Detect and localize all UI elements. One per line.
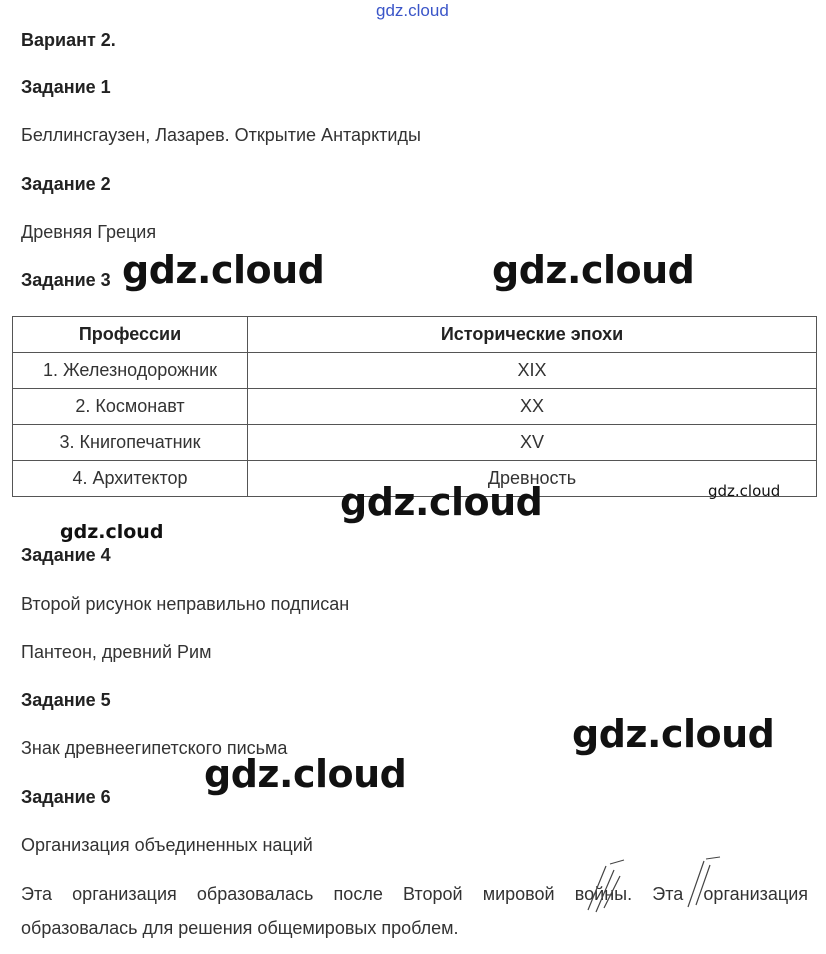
task1-answer: Беллинсгаузен, Лазарев. Открытие Антарктиды (21, 125, 421, 145)
watermark-top: gdz.cloud (376, 1, 449, 20)
table-row (13, 389, 817, 425)
task5-answer: Знак древнеегипетского письма (21, 738, 288, 758)
table-cell-profession: 2. Космонавт (13, 389, 248, 425)
task4-title: Задание 4 (21, 545, 111, 565)
task6-title: Задание 6 (21, 787, 111, 807)
table-cell-epoch: XIX (248, 353, 817, 389)
task2-answer: Древняя Греция (21, 222, 157, 242)
watermark: gdz.cloud (204, 752, 407, 796)
watermark: gdz.cloud (340, 480, 543, 524)
table-row (13, 425, 817, 461)
table-cell-profession: 3. Книгопечатник (13, 425, 248, 461)
task6-answer: Организация объединенных наций (21, 835, 313, 855)
table-cell-epoch: XX (248, 389, 817, 425)
watermark: gdz.cloud (492, 248, 695, 292)
table-cell-epoch: XV (248, 425, 817, 461)
task3-title: Задание 3 (21, 270, 111, 290)
task2-title: Задание 2 (21, 174, 111, 194)
table-row (13, 353, 817, 389)
watermark: gdz.cloud (122, 248, 325, 292)
table-cell-epoch: Древность (248, 461, 817, 497)
column-header-epochs: Исторические эпохи (248, 317, 817, 353)
task4-line-2: Пантеон, древний Рим (21, 642, 212, 662)
table-cell-profession: 4. Архитектор (13, 461, 248, 497)
task6-paragraph: Эта организация образовалась после Второй мировой войны. Эта организация образовалась для решения общемировых проблем. (21, 884, 808, 938)
watermark: gdz.cloud (708, 482, 781, 500)
column-header-professions: Профессии (13, 317, 248, 353)
variant-title: Вариант 2. (21, 30, 116, 50)
task1-title: Задание 1 (21, 77, 111, 97)
professions-table (12, 316, 817, 497)
pencil-scribble (580, 858, 640, 916)
watermark: gdz.cloud (572, 712, 775, 756)
watermark: gdz.cloud (60, 521, 164, 543)
task5-title: Задание 5 (21, 690, 111, 710)
task4-line-1: Второй рисунок неправильно подписан (21, 594, 350, 614)
pencil-scribble (682, 855, 732, 911)
table-header-row (13, 317, 817, 353)
table-cell-profession: 1. Железнодорожник (13, 353, 248, 389)
